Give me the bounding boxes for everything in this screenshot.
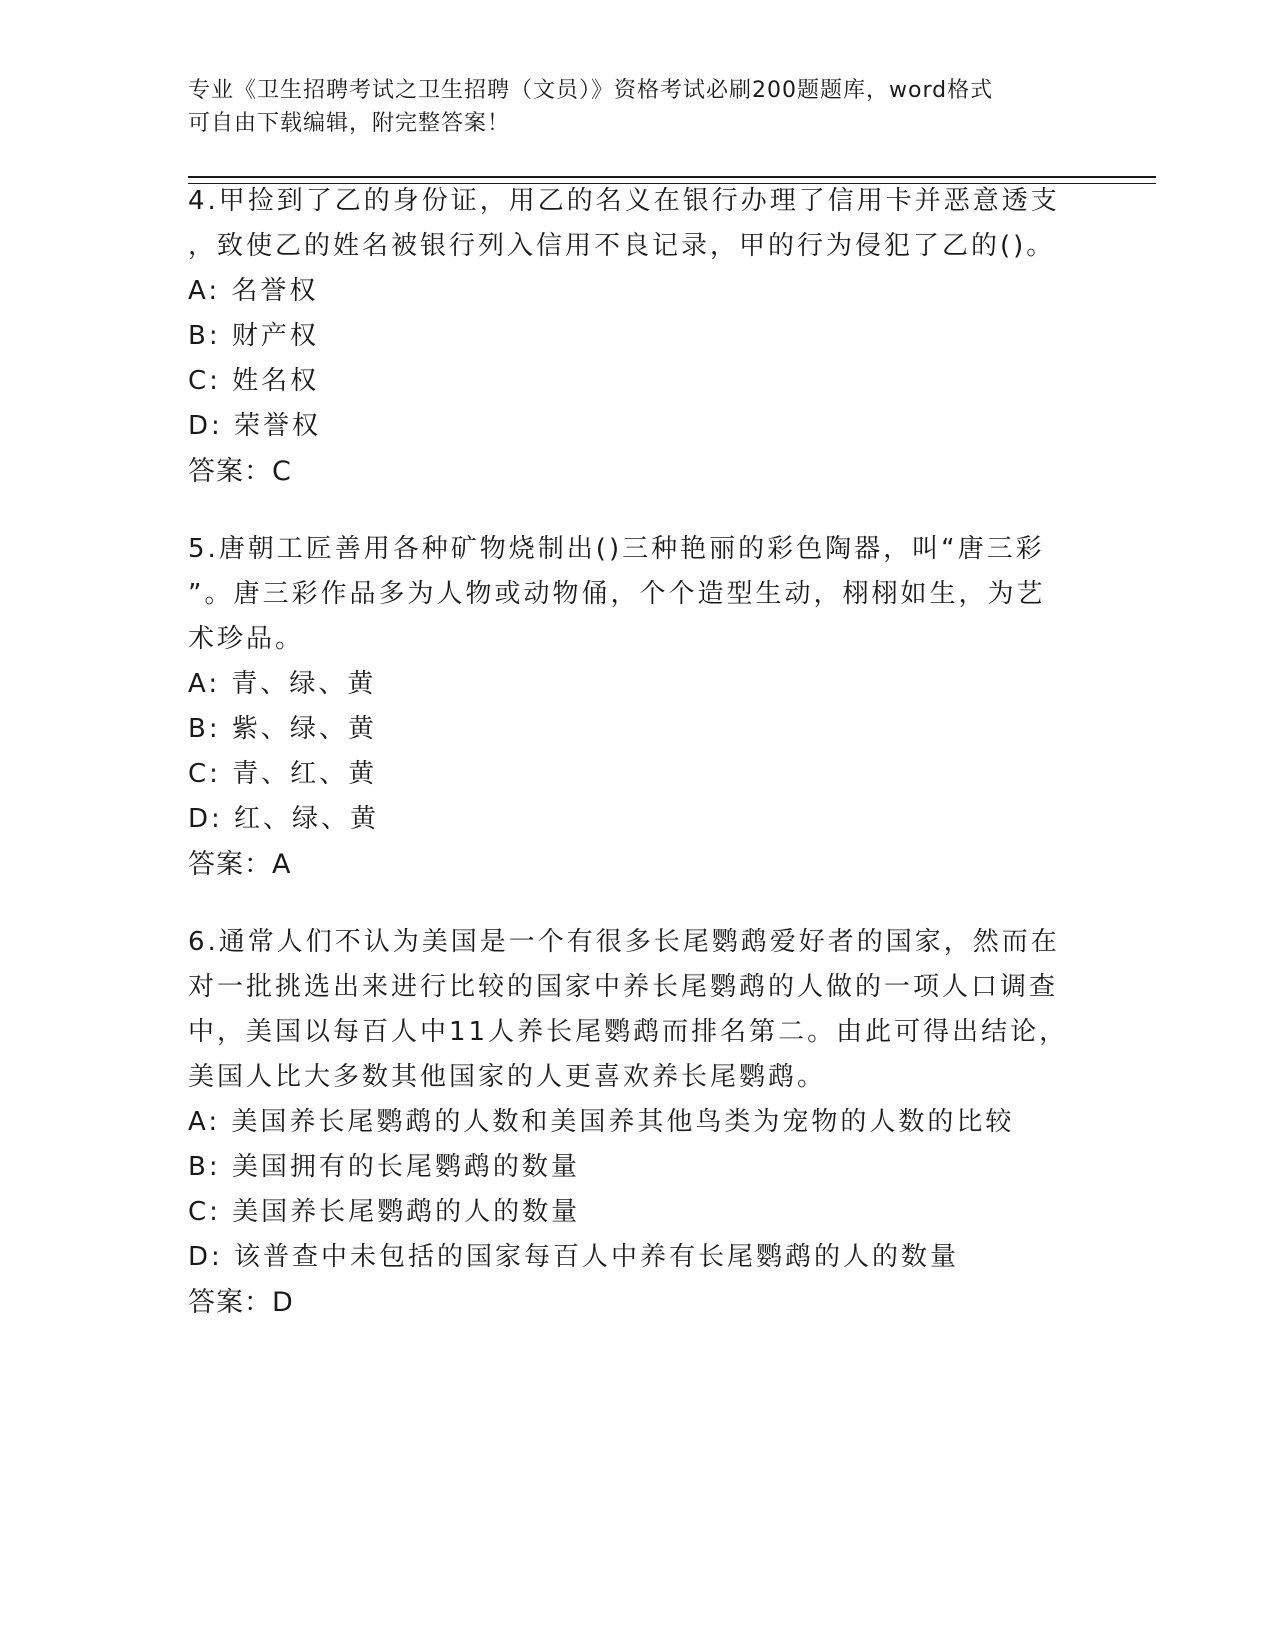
answer-label: 答案：D <box>188 1287 294 1318</box>
question-text-line: ”。唐三彩作品多为人物或动物俑，个个造型生动，栩栩如生，为艺 <box>188 579 1046 609</box>
question-text-line: 5.唐朝工匠善用各种矿物烧制出()三种艳丽的彩色陶器，叫“唐三彩 <box>188 534 1045 564</box>
option-c: C: 姓名权 <box>188 366 320 396</box>
option-a: A: 青、绿、黄 <box>188 669 377 699</box>
option-d: D: 该普查中未包括的国家每百人中养有长尾鹦鹉的人的数量 <box>188 1242 960 1272</box>
question-4 <box>188 179 1088 494</box>
question-text <box>188 920 1088 1100</box>
option-a: A: 美国养长尾鹦鹉的人数和美国养其他鸟类为宠物的人数的比较 <box>188 1107 1015 1137</box>
header-divider-thick <box>188 176 1156 178</box>
answer-label: 答案：A <box>188 849 292 880</box>
option-d: D: 红、绿、黄 <box>188 804 380 834</box>
option-b: B: 紫、绿、黄 <box>188 714 377 744</box>
option-b: B: 美国拥有的长尾鹦鹉的数量 <box>188 1152 580 1182</box>
question-text-line: 术珍品。 <box>188 624 305 654</box>
question-text-line: 6.通常人们不认为美国是一个有很多长尾鹦鹉爱好者的国家，然而在 <box>188 927 1060 957</box>
header-line-2: 可自由下载编辑，附完整答案！ <box>188 111 511 136</box>
question-6 <box>188 920 1088 1325</box>
header-line-1: 专业《卫生招聘考试之卫生招聘（文员）》资格考试必刷200题题库，word格式 <box>188 78 994 103</box>
question-5 <box>188 527 1088 887</box>
question-text <box>188 527 1088 662</box>
question-text-line: 对一批挑选出来进行比较的国家中养长尾鹦鹉的人做的一项人口调查 <box>188 972 1059 1002</box>
document-header <box>188 74 1088 140</box>
question-text-line: ，致使乙的姓名被银行列入信用不良记录，甲的行为侵犯了乙的()。 <box>188 231 1056 261</box>
question-text <box>188 179 1088 269</box>
option-c: C: 青、红、黄 <box>188 759 378 789</box>
question-text-line: 中，美国以每百人中11人养长尾鹦鹉而排名第二。由此可得出结论， <box>188 1017 1069 1047</box>
option-b: B: 财产权 <box>188 321 319 351</box>
answer-label: 答案：C <box>188 456 292 487</box>
option-d: D: 荣誉权 <box>188 411 322 441</box>
question-text-line: 4.甲捡到了乙的身份证，用乙的名义在银行办理了信用卡并恶意透支 <box>188 186 1060 216</box>
option-c: C: 美国养长尾鹦鹉的人的数量 <box>188 1197 581 1227</box>
question-text-line: 美国人比大多数其他国家的人更喜欢养长尾鹦鹉。 <box>188 1062 827 1092</box>
option-a: A: 名誉权 <box>188 276 319 306</box>
